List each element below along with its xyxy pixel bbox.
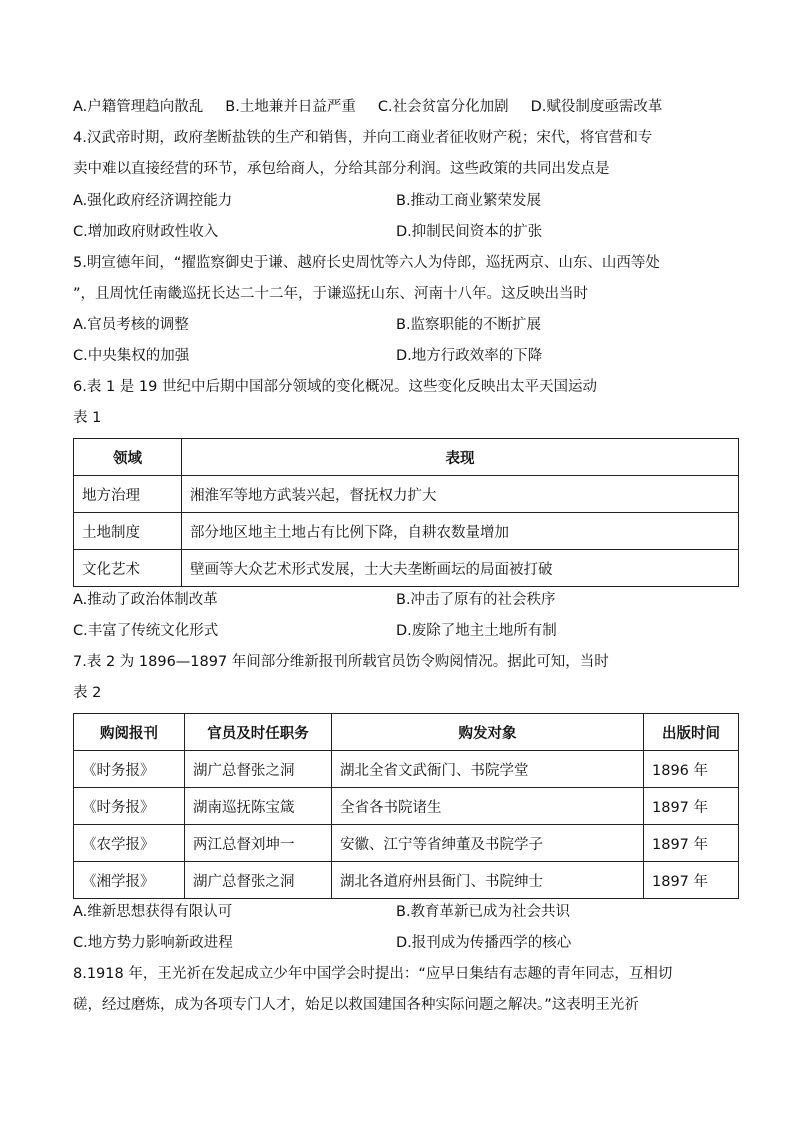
table-row [74, 476, 739, 513]
table-cell: 《农学报》 [74, 825, 185, 862]
table-cell: 部分地区地主土地占有比例下降，自耕农数量增加 [182, 513, 739, 550]
q5-option-b: B.监察职能的不断扩展 [396, 317, 542, 333]
table-header: 购阅报刊 [74, 714, 185, 751]
table-cell: 土地制度 [74, 513, 182, 550]
q5-stem-line1: 5.明宣德年间，“擢监察御史于谦、越府长史周忱等六人为侍郎，巡抚两京、山东、山西等处 [73, 255, 660, 271]
table-cell: 两江总督刘坤一 [185, 825, 332, 862]
table-row [74, 513, 739, 550]
table-row [74, 862, 739, 899]
table-cell: 壁画等大众艺术形式发展，士大夫垄断画坛的局面被打破 [182, 550, 739, 587]
table-header: 官员及时任职务 [185, 714, 332, 751]
table-header: 出版时间 [644, 714, 739, 751]
table-row [74, 788, 739, 825]
table-row [74, 825, 739, 862]
q7-option-b: B.教育革新已成为社会共识 [396, 904, 571, 920]
q6-option-a: A.推动了政治体制改革 [73, 592, 218, 608]
q4-stem-line1: 4.汉武帝时期，政府垄断盐铁的生产和销售，并向工商业者征收财产税；宋代，将官营和专 [73, 130, 653, 146]
q6-stem: 6.表 1 是 19 世纪中后期中国部分领域的变化概况。这些变化反映出太平天国运动 [73, 379, 597, 395]
q3-options [73, 97, 662, 117]
table-cell: 安徽、江宁等省绅董及书院学子 [332, 825, 644, 862]
table-cell: 1896 年 [644, 751, 739, 788]
table-header: 购发对象 [332, 714, 644, 751]
q5-option-a: A.官员考核的调整 [73, 317, 189, 333]
table-row [74, 751, 739, 788]
table-cell: 1897 年 [644, 862, 739, 899]
table-cell: 1897 年 [644, 788, 739, 825]
table-header: 表现 [182, 439, 739, 476]
q7-option-d: D.报刊成为传播西学的核心 [396, 935, 572, 951]
table-cell: 湖广总督张之洞 [185, 751, 332, 788]
q6-table-caption: 表 1 [73, 410, 102, 426]
table-cell: 湖广总督张之洞 [185, 862, 332, 899]
q6-option-d: D.废除了地主土地所有制 [396, 623, 557, 639]
table-header-row [74, 714, 739, 751]
q3-option-c: C.社会贫富分化加剧 [377, 99, 509, 115]
q6-table [73, 438, 739, 587]
q6-option-b: B.冲击了原有的社会秩序 [396, 592, 556, 608]
table-cell: 《时务报》 [74, 751, 185, 788]
table-cell: 《湘学报》 [74, 862, 185, 899]
table-cell: 1897 年 [644, 825, 739, 862]
q6-option-c: C.丰富了传统文化形式 [73, 623, 219, 639]
table-row [74, 550, 739, 587]
q5-option-c: C.中央集权的加强 [73, 348, 190, 364]
table-cell: 湖南巡抚陈宝箴 [185, 788, 332, 825]
table-cell: 湘淮军等地方武装兴起，督抚权力扩大 [182, 476, 739, 513]
table-cell: 文化艺术 [74, 550, 182, 587]
q5-option-d: D.地方行政效率的下降 [396, 348, 543, 364]
q4-option-a: A.强化政府经济调控能力 [73, 193, 233, 209]
q4-option-d: D.抑制民间资本的扩张 [396, 224, 543, 240]
q7-option-a: A.维新思想获得有限认可 [73, 904, 233, 920]
q4-option-b: B.推动工商业繁荣发展 [396, 193, 542, 209]
q4-option-c: C.增加政府财政性收入 [73, 224, 219, 240]
table-cell: 湖北各道府州县衙门、书院绅士 [332, 862, 644, 899]
table-cell: 地方治理 [74, 476, 182, 513]
q7-option-c: C.地方势力影响新政进程 [73, 935, 233, 951]
q4-stem-line2: 卖中难以直接经营的环节，承包给商人，分给其部分利润。这些政策的共同出发点是 [73, 161, 610, 177]
table-cell: 《时务报》 [74, 788, 185, 825]
table-header-row [74, 439, 739, 476]
q7-table-caption: 表 2 [73, 685, 102, 701]
q7-table [73, 713, 739, 899]
table-cell: 全省各书院诸生 [332, 788, 644, 825]
q3-option-b: B.土地兼并日益严重 [225, 99, 356, 115]
table-cell: 湖北全省文武衙门、书院学堂 [332, 751, 644, 788]
q3-option-d: D.赋役制度亟需改革 [530, 99, 663, 115]
q3-option-a: A.户籍管理趋向散乱 [73, 99, 204, 115]
table-header: 领域 [74, 439, 182, 476]
q8-stem-line1: 8.1918 年，王光祈在发起成立少年中国学会时提出：“应早日集结有志趣的青年同志，互相切 [73, 966, 673, 982]
q5-stem-line2: ”，且周忱任南畿巡抚长达二十二年，于谦巡抚山东、河南十八年。这反映出当时 [73, 286, 589, 302]
q8-stem-line2: 磋，经过磨炼，成为各项专门人才，始足以救国建国各种实际问题之解决。”这表明王光祈 [73, 997, 639, 1013]
q7-stem: 7.表 2 为 1896—1897 年间部分维新报刊所载官员饬令购阅情况。据此可知，当时 [73, 654, 609, 670]
